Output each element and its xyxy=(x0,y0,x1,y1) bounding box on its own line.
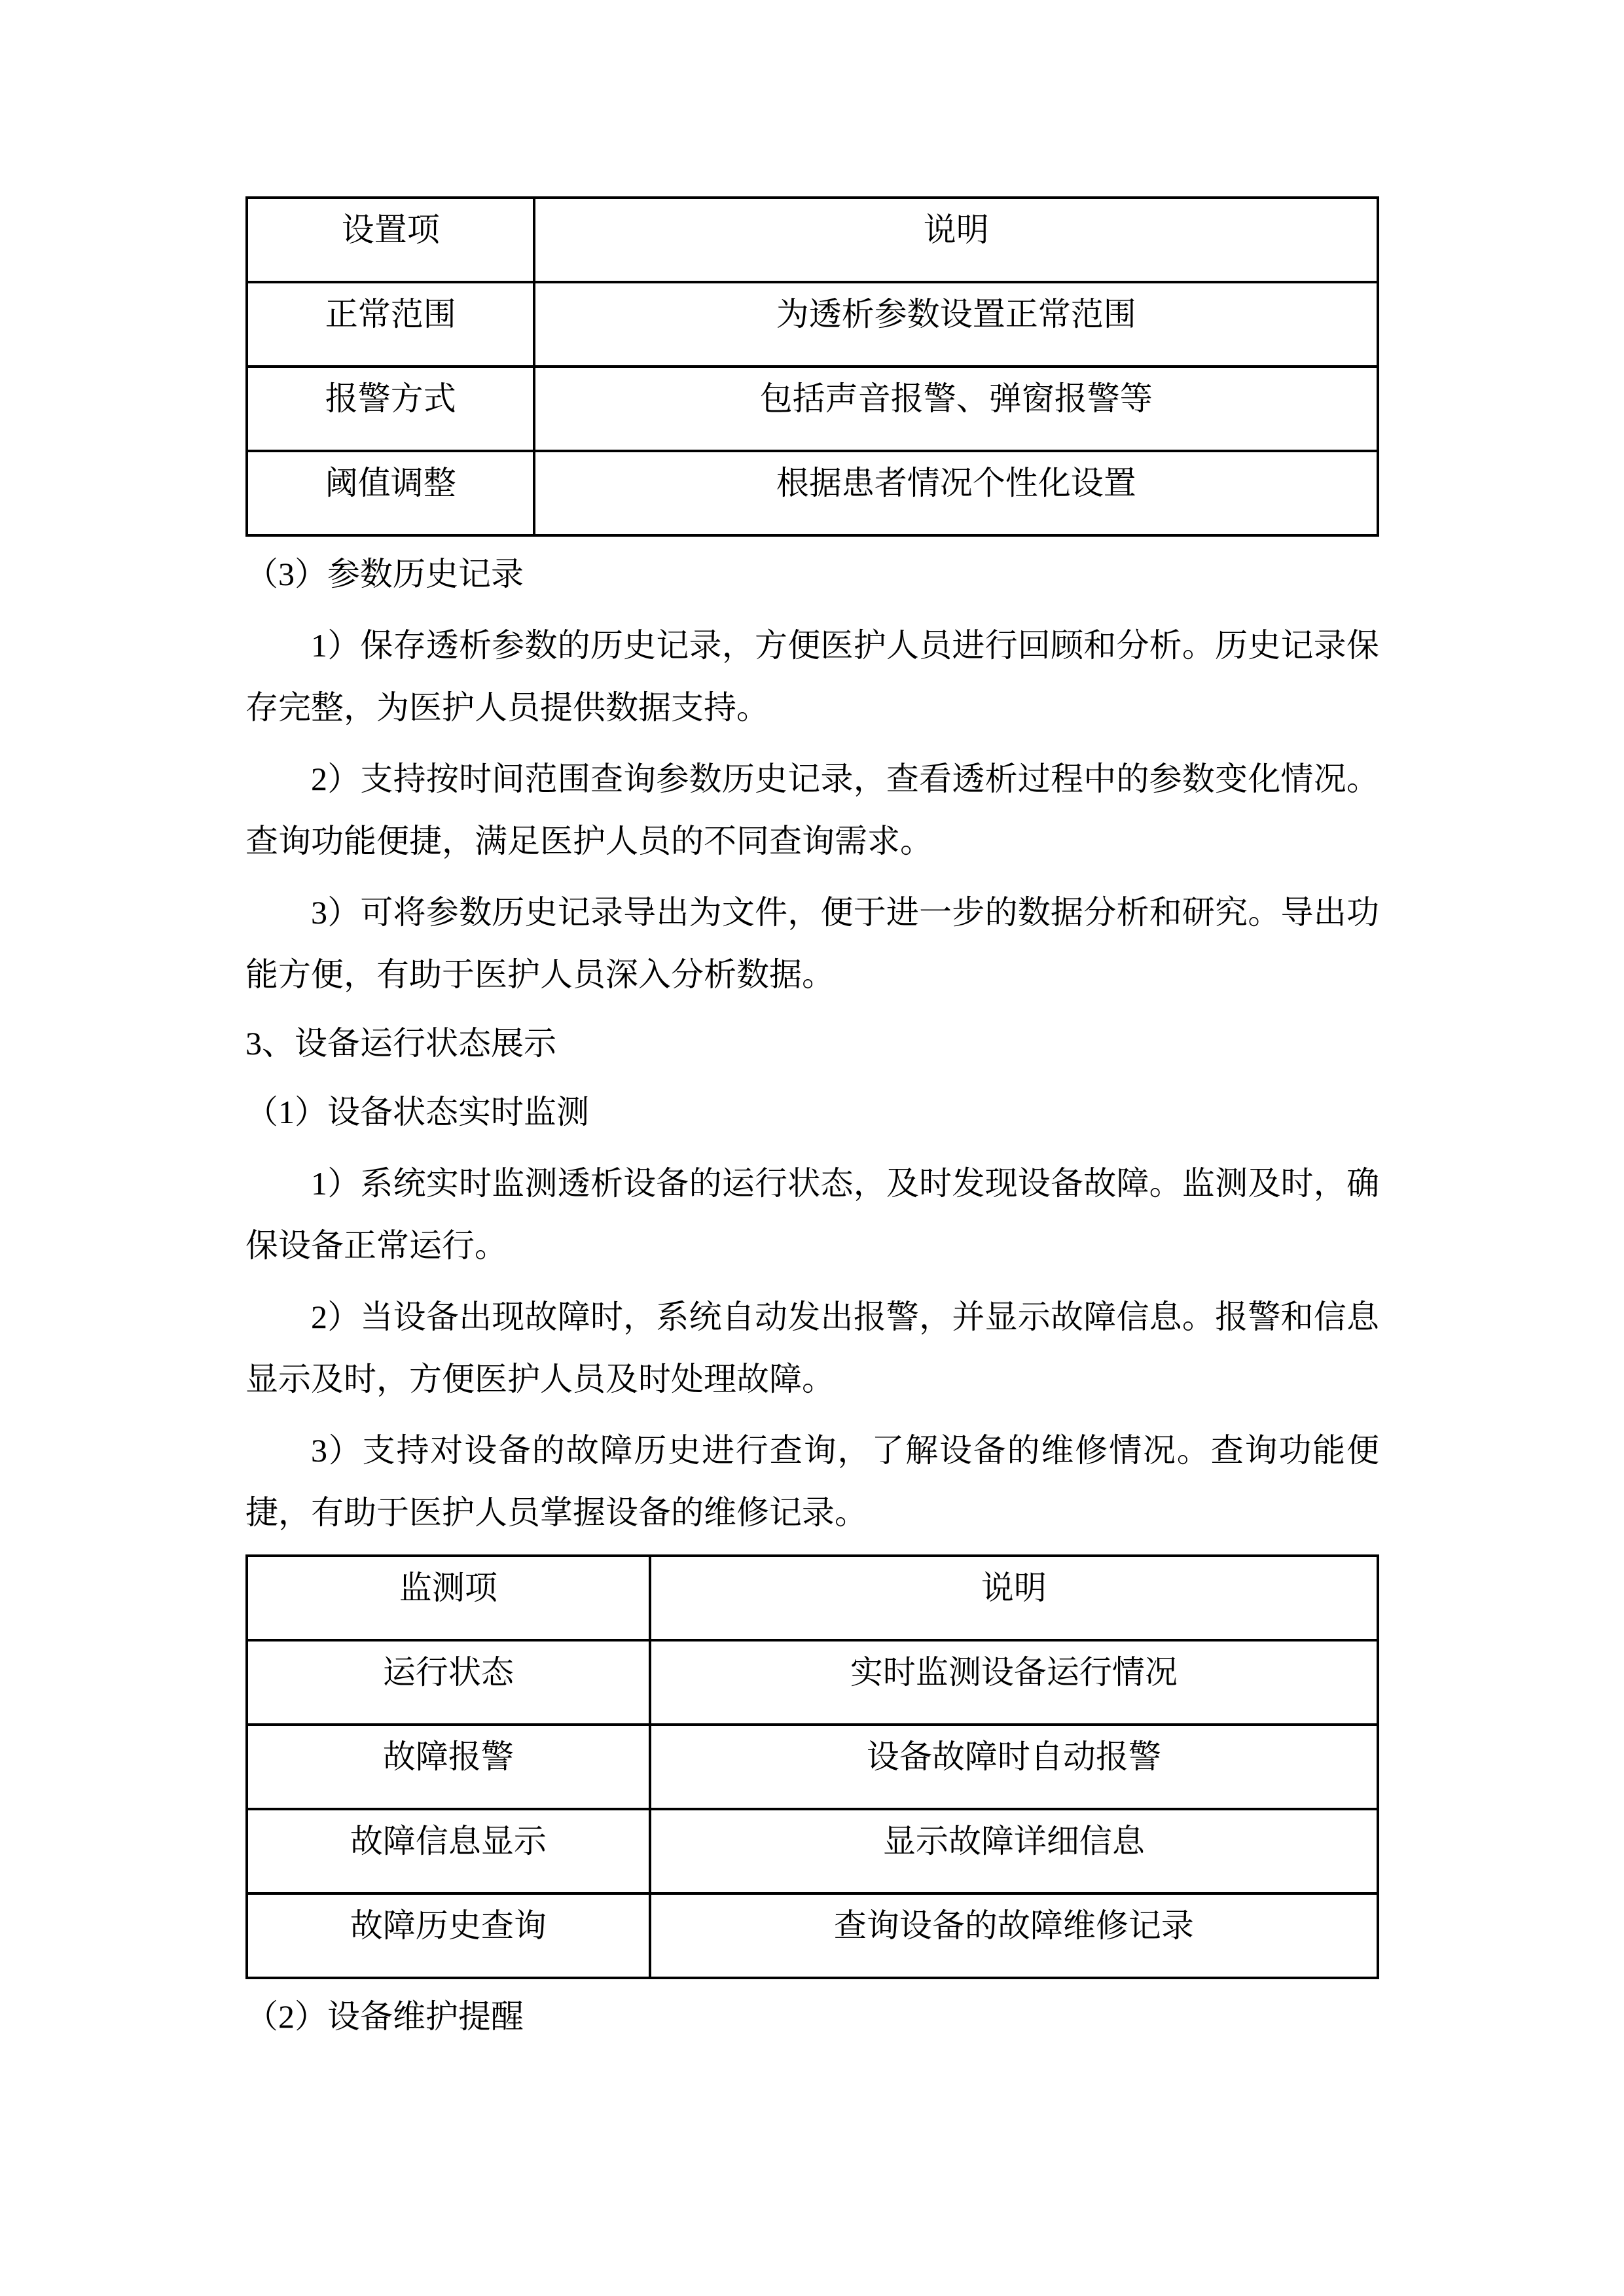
heading-device-maintenance: （2）设备维护提醒 xyxy=(245,1998,524,2035)
table-cell: 故障报警 xyxy=(247,1725,650,1809)
heading-device-status: 3、设备运行状态展示 xyxy=(245,1025,556,1062)
table-header-row xyxy=(247,198,1378,282)
table-row xyxy=(247,451,1378,535)
paragraph-device-monitor-3: 3）支持对设备的故障历史进行查询，了解设备的维修情况。查询功能便捷，有助于医护人员掌握设备的维修记录。 xyxy=(245,1432,1379,1531)
table-cell: 包括声音报警、弹窗报警等 xyxy=(534,367,1378,451)
table-header-row xyxy=(247,1556,1378,1640)
table-header-cell: 说明 xyxy=(534,198,1378,282)
paragraph-param-history-3: 3）可将参数历史记录导出为文件，便于进一步的数据分析和研究。导出功能方便，有助于医护人员深入分析数据。 xyxy=(245,894,1379,993)
table-header-cell: 监测项 xyxy=(247,1556,650,1640)
table-cell: 正常范围 xyxy=(247,282,534,367)
heading-device-monitor: （1）设备状态实时监测 xyxy=(245,1094,589,1130)
paragraph-param-history-1: 1）保存透析参数的历史记录，方便医护人员进行回顾和分析。历史记录保存完整，为医护人员提供数据支持。 xyxy=(245,627,1379,726)
table-row xyxy=(247,1725,1378,1809)
paragraph-device-monitor-1: 1）系统实时监测透析设备的运行状态，及时发现设备故障。监测及时，确保设备正常运行。 xyxy=(245,1165,1379,1264)
table-header-cell: 说明 xyxy=(650,1556,1378,1640)
table-header-cell: 设置项 xyxy=(247,198,534,282)
table-cell: 实时监测设备运行情况 xyxy=(650,1640,1378,1725)
table-row xyxy=(247,1809,1378,1893)
paragraph-param-history-2: 2）支持按时间范围查询参数历史记录，查看透析过程中的参数变化情况。查询功能便捷，满足医护人员的不同查询需求。 xyxy=(245,761,1379,859)
table-cell: 设备故障时自动报警 xyxy=(650,1725,1378,1809)
table-cell: 查询设备的故障维修记录 xyxy=(650,1893,1378,1978)
table-cell: 为透析参数设置正常范围 xyxy=(534,282,1378,367)
monitoring-table xyxy=(245,1554,1379,1979)
table-row xyxy=(247,282,1378,367)
table-cell: 运行状态 xyxy=(247,1640,650,1725)
table-row xyxy=(247,1893,1378,1978)
table-row xyxy=(247,1640,1378,1725)
paragraph-device-monitor-2: 2）当设备出现故障时，系统自动发出报警，并显示故障信息。报警和信息显示及时，方便医护人员及时处理故障。 xyxy=(245,1299,1379,1397)
heading-param-history: （3）参数历史记录 xyxy=(245,556,524,592)
table-cell: 故障历史查询 xyxy=(247,1893,650,1978)
settings-table xyxy=(245,196,1379,537)
table-cell: 报警方式 xyxy=(247,367,534,451)
table-row xyxy=(247,367,1378,451)
table-cell: 阈值调整 xyxy=(247,451,534,535)
table-cell: 故障信息显示 xyxy=(247,1809,650,1893)
table-cell: 根据患者情况个性化设置 xyxy=(534,451,1378,535)
table-cell: 显示故障详细信息 xyxy=(650,1809,1378,1893)
